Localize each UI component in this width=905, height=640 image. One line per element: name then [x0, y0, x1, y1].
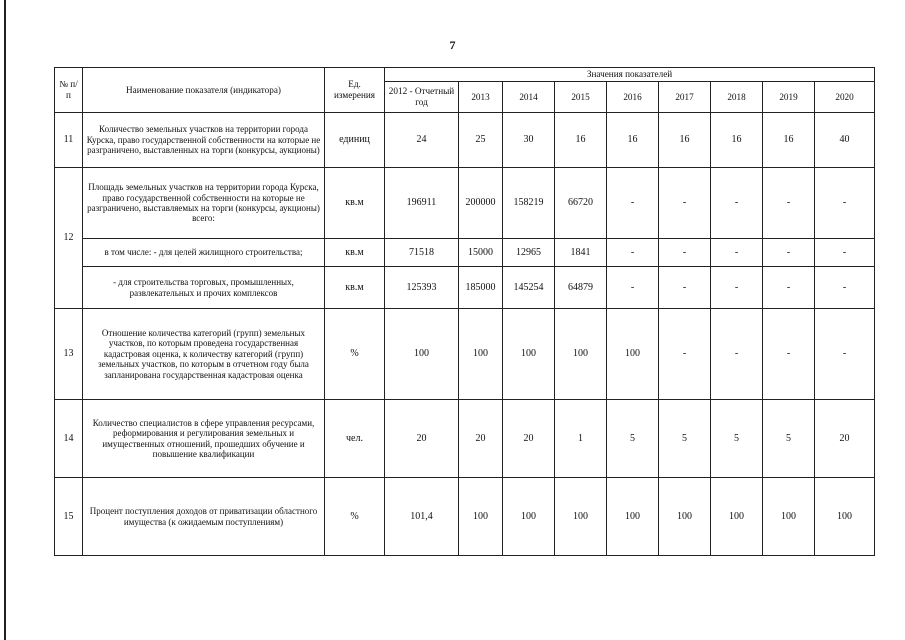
header-year: 2019	[763, 82, 815, 113]
value-cell: 185000	[459, 267, 503, 309]
value-cell: 16	[711, 113, 763, 168]
unit-cell: кв.м	[325, 168, 385, 239]
value-cell: 125393	[385, 267, 459, 309]
value-cell: 5	[711, 400, 763, 478]
unit-cell: %	[325, 478, 385, 556]
unit-cell: кв.м	[325, 267, 385, 309]
header-year: 2013	[459, 82, 503, 113]
value-cell: 158219	[503, 168, 555, 239]
value-cell: 20	[459, 400, 503, 478]
value-cell: 1	[555, 400, 607, 478]
value-cell: -	[659, 267, 711, 309]
header-year: 2017	[659, 82, 711, 113]
value-cell: -	[607, 239, 659, 267]
value-cell: -	[659, 168, 711, 239]
value-cell: 64879	[555, 267, 607, 309]
indicator-name-cell: Количество земельных участков на территории города Курска, право государственной собственности на которые не разграничено, выставленных на торги (конкурсы, аукционы)	[83, 113, 325, 168]
value-cell: 100	[503, 478, 555, 556]
value-cell: 1841	[555, 239, 607, 267]
value-cell: 100	[459, 309, 503, 400]
page-number: 7	[449, 38, 456, 52]
value-cell: 100	[711, 478, 763, 556]
value-cell: -	[763, 239, 815, 267]
indicator-name-cell: Количество специалистов в сфере управления ресурсами, реформирования и регулирования земельных и имущественных отношений, прошедших обучение и повышение квалификации	[83, 400, 325, 478]
header-unit: Ед. измерения	[325, 68, 385, 113]
value-cell: -	[711, 168, 763, 239]
value-cell: -	[607, 267, 659, 309]
indicator-name-cell: - для строительства торговых, промышленных, развлекательных и прочих комплексов	[83, 267, 325, 309]
value-cell: -	[763, 168, 815, 239]
row-number-cell: 15	[55, 478, 83, 556]
header-year: 2015	[555, 82, 607, 113]
value-cell: 145254	[503, 267, 555, 309]
value-cell: -	[711, 309, 763, 400]
value-cell: 101,4	[385, 478, 459, 556]
unit-cell: единиц	[325, 113, 385, 168]
header-row-1	[55, 68, 875, 82]
row-number-cell: 12	[55, 168, 83, 309]
value-cell: 30	[503, 113, 555, 168]
header-name: Наименование показателя (индикатора)	[83, 68, 325, 113]
indicators-table	[54, 67, 875, 556]
header-values-group: Значения показателей	[385, 68, 875, 82]
value-cell: 100	[503, 309, 555, 400]
value-cell: -	[659, 309, 711, 400]
table-row	[55, 478, 875, 556]
value-cell: 71518	[385, 239, 459, 267]
value-cell: -	[815, 309, 875, 400]
value-cell: 16	[607, 113, 659, 168]
value-cell: 16	[763, 113, 815, 168]
value-cell: 100	[815, 478, 875, 556]
value-cell: 100	[555, 478, 607, 556]
header-year: 2016	[607, 82, 659, 113]
value-cell: 25	[459, 113, 503, 168]
value-cell: 5	[763, 400, 815, 478]
value-cell: 100	[385, 309, 459, 400]
table-row	[55, 168, 875, 239]
value-cell: 66720	[555, 168, 607, 239]
value-cell: 100	[459, 478, 503, 556]
indicator-name-cell: Площадь земельных участков на территории города Курска, право государственной собственности на которые не разграничено, выставляемых на торги (конкурсы, аукционы) всего:	[83, 168, 325, 239]
header-num: № п/п	[55, 68, 83, 113]
indicator-name-cell: Отношение количества категорий (групп) земельных участков, по которым проведена государственная кадастровая оценка, к количеству категорий (групп) земельных участков, по которым в отчетном году была запланирована государственная кадастровая оценка	[83, 309, 325, 400]
value-cell: -	[607, 168, 659, 239]
table-row	[55, 113, 875, 168]
value-cell: -	[815, 168, 875, 239]
value-cell: -	[711, 267, 763, 309]
value-cell: 100	[763, 478, 815, 556]
unit-cell: чел.	[325, 400, 385, 478]
value-cell: 200000	[459, 168, 503, 239]
value-cell: 40	[815, 113, 875, 168]
value-cell: -	[815, 239, 875, 267]
value-cell: -	[763, 267, 815, 309]
value-cell: 15000	[459, 239, 503, 267]
value-cell: 16	[659, 113, 711, 168]
value-cell: 100	[659, 478, 711, 556]
value-cell: 100	[607, 309, 659, 400]
value-cell: 196911	[385, 168, 459, 239]
value-cell: 100	[555, 309, 607, 400]
table-row	[55, 239, 875, 267]
value-cell: -	[711, 239, 763, 267]
header-year: 2018	[711, 82, 763, 113]
value-cell: 5	[607, 400, 659, 478]
table-row	[55, 267, 875, 309]
indicator-name-cell: в том числе: - для целей жилищного строительства;	[83, 239, 325, 267]
header-year: 2020	[815, 82, 875, 113]
unit-cell: кв.м	[325, 239, 385, 267]
header-year: 2012 - Отчетный год	[385, 82, 459, 113]
binding-edge-line	[4, 0, 6, 640]
row-number-cell: 13	[55, 309, 83, 400]
value-cell: 20	[503, 400, 555, 478]
value-cell: 100	[607, 478, 659, 556]
value-cell: 5	[659, 400, 711, 478]
value-cell: 16	[555, 113, 607, 168]
value-cell: 12965	[503, 239, 555, 267]
unit-cell: %	[325, 309, 385, 400]
value-cell: -	[815, 267, 875, 309]
value-cell: 20	[385, 400, 459, 478]
indicator-name-cell: Процент поступления доходов от приватизации областного имущества (к ожидаемым поступлениям)	[83, 478, 325, 556]
value-cell: 24	[385, 113, 459, 168]
row-number-cell: 11	[55, 113, 83, 168]
header-year: 2014	[503, 82, 555, 113]
table-row	[55, 309, 875, 400]
value-cell: -	[659, 239, 711, 267]
value-cell: -	[763, 309, 815, 400]
row-number-cell: 14	[55, 400, 83, 478]
table-row	[55, 400, 875, 478]
value-cell: 20	[815, 400, 875, 478]
